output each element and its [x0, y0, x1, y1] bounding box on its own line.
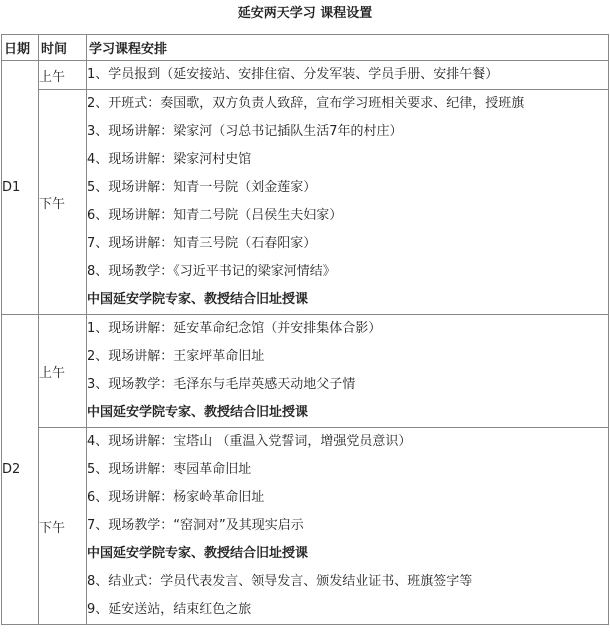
period-label-morning: 上午 — [39, 61, 87, 90]
schedule-item: 2、现场讲解：王家坪革命旧址 — [87, 349, 265, 364]
day-2-afternoon-row — [2, 428, 609, 625]
schedule-item: 5、现场讲解：枣园革命旧址 — [87, 462, 252, 477]
header-arrangement: 学习课程安排 — [87, 35, 609, 61]
schedule-table — [1, 34, 609, 625]
header-row — [2, 35, 609, 61]
lecture-note: 中国延安学院专家、教授结合旧址授课 — [87, 405, 309, 420]
day-2-morning-row — [2, 315, 609, 428]
schedule-item: 8、现场教学：《习近平书记的梁家河情结》 — [87, 264, 336, 279]
lecture-note: 中国延安学院专家、教授结合旧址授课 — [87, 292, 309, 307]
period-label-afternoon: 下午 — [39, 428, 87, 625]
day-1-afternoon-row — [2, 90, 609, 315]
schedule-item: 8、结业式：学员代表发言、领导发言、颁发结业证书、班旗签字等 — [87, 574, 473, 589]
schedule-item: 7、现场教学：“窑洞对”及其现实启示 — [87, 518, 304, 533]
schedule-item: 4、现场讲解：梁家河村史馆 — [87, 152, 252, 167]
schedule-item: 1、现场讲解：延安革命纪念馆（并安排集体合影） — [87, 321, 382, 336]
schedule-item: 5、现场讲解：知青一号院（刘金莲家） — [87, 180, 317, 195]
schedule-item: 6、现场讲解：知青二号院（吕侯生夫妇家） — [87, 208, 343, 223]
schedule-item: 9、延安送站，结束红色之旅 — [87, 602, 252, 617]
lecture-note: 中国延安学院专家、教授结合旧址授课 — [87, 546, 309, 561]
schedule-item: 7、现场讲解：知青三号院（石春阳家） — [87, 236, 317, 251]
schedule-item: 2、开班式：奏国歌，双方负责人致辞，宣布学习班相关要求、纪律，授班旗 — [87, 96, 525, 111]
header-date: 日期 — [2, 35, 39, 61]
period-items — [87, 90, 609, 315]
page-title: 延安两天学习 课程设置 — [237, 6, 373, 21]
day-label: D2 — [2, 315, 39, 625]
schedule-item: 4、现场讲解：宝塔山 （重温入党誓词，增强党员意识） — [87, 434, 412, 449]
period-items — [87, 315, 609, 428]
schedule-item: 3、现场讲解：梁家河（习总书记插队生活7年的村庄） — [87, 124, 403, 139]
day-label: D1 — [2, 61, 39, 315]
schedule-item: 6、现场讲解：杨家岭革命旧址 — [87, 490, 265, 505]
schedule-item: 1、学员报到（延安接站、安排住宿、分发军装、学员手册、安排午餐） — [87, 67, 499, 82]
period-items — [87, 61, 609, 90]
schedule-body — [2, 61, 609, 625]
header-time: 时间 — [39, 35, 87, 61]
schedule-item: 3、现场教学：毛泽东与毛岸英感天动地父子情 — [87, 377, 356, 392]
period-label-morning: 上午 — [39, 315, 87, 428]
period-items — [87, 428, 609, 625]
day-1-morning-row — [2, 61, 609, 90]
period-label-afternoon: 下午 — [39, 90, 87, 315]
